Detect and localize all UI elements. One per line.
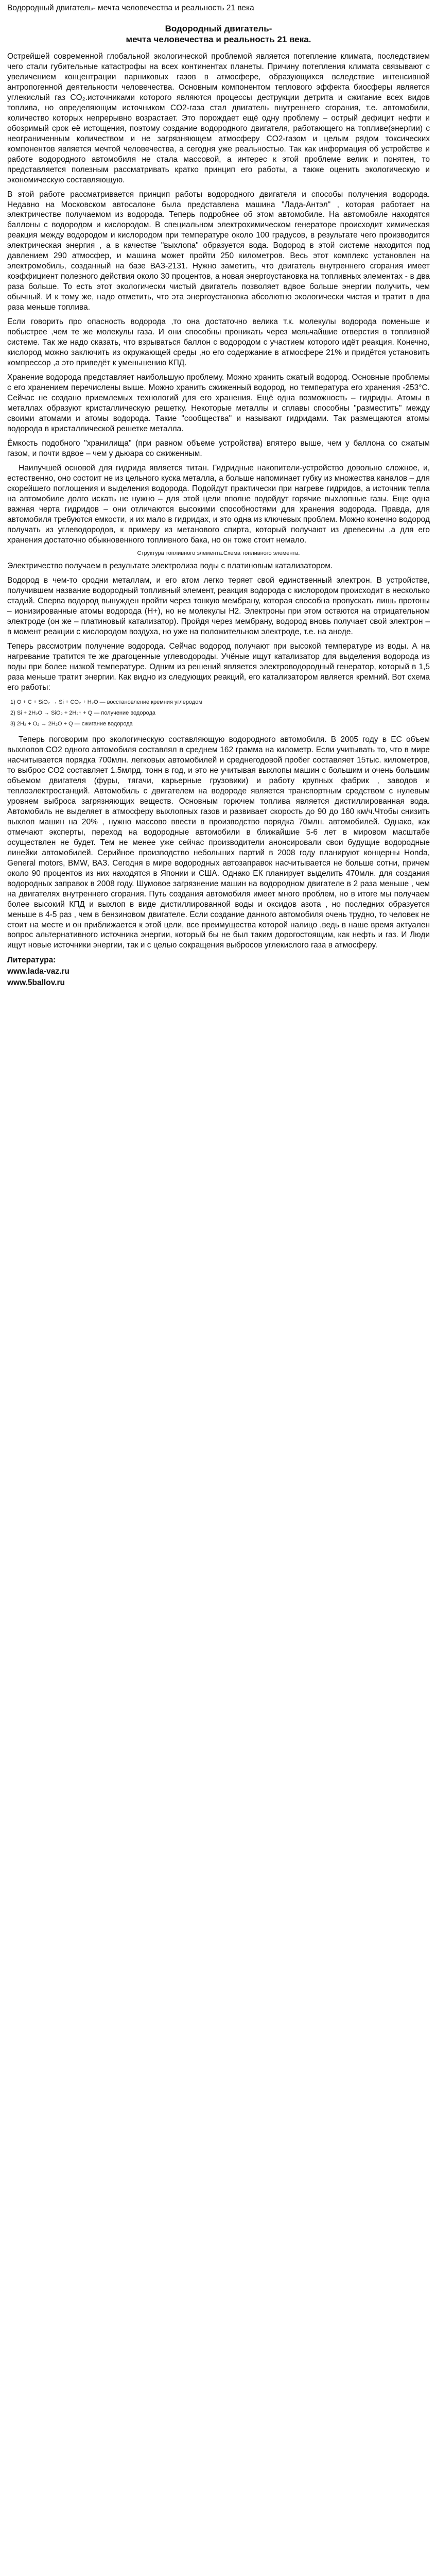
title-line-2: мечта человечества и реальность 21 века. [126,35,311,45]
paragraph-capacity: Ёмкость подобного "хранилища" (при равном объеме устройства) впятеро выше, чем у баллона со сжатым газом, и почти вдвое – чем у дьюара со сжиженным. [7,439,430,459]
references [7,955,430,988]
paragraph-principle: В этой работе рассматривается принцип работы водородного двигателя и способы получения водорода. Недавно на Московском автосалоне была представлена машина "Лада-Антэл" , которая работает на электричестве получаемом из водорода. Теперь подробнее об этом автомобиле. На автомобиле находятся баллоны с водородом и кислородом. В специальном электрохимическом генераторе происходит химическая реакция между водородом и кислородом при температуре около 100 градусов, в результате чего производится электрическая энергия , а в качестве "выхлопа" образуется вода. Водород в этой системе находится под давлением 290 атмосфер, и машина может пройти 250 километров. Весь этот комплекс установлен на электромобиль, созданный на базе ВАЗ-2131. Нужно заметить, что двигатель внутреннего сгорания имеет коэффициент полезного действия около 30 процентов, а новая энергоустановка на топливных элементах - в два раза больше. То есть этот экологически чистый двигатель позволяет вдвое больше энергии получить, чем обычный. И к тому же, надо отметить, что эта энергоустановка абсолютно экологически чистая и тратит в два раза меньше топлива. [7,190,430,312]
reaction-line: 1) O + C + SiO₂ → Si + CO₂ + H₂O — восстановление кремния углеродом [10,699,202,706]
reaction-line: 3) 2H₂ + O₂ → 2H₂O + Q — сжигание водорода [10,720,133,727]
paragraph-ecology: Теперь поговорим про экологическую составляющую водородного автомобиля. В 2005 году в ЕС объем выхлопов CO2 одного автомобиля составлял в среднем 162 грамма на километр. Если учитывать то, что в мире насчитывается порядка 700млн. легковых автомобилей и среднегодовой пробег составляет 15тыс. километров, то выброс CO2 составляет 1.5млрд. тонн в год, и это не учитывая выхлопы машин с большим и очень большим объемом двигателя (фуры, тягачи, карьерные грузовики) и работу крупных фабрик , заводов и теплоэлектростанций. Автомобиль с двигателем на водороде является транспортным средством с нулевым уровнем выброса загрязняющих веществ. Основным горючем топлива является дистиллированная вода. Автомобиль не выделяет в атмосферу выхлопных газов и развивает скорость до 90 до 160 км/ч.Чтобы снизить выхлоп машин на 20% , нужно массово ввести в производство порядка 70млн. автомобилей. Однако, как отмечают эксперты, переход на водородные автомобили в ближайшие 5-6 лет в мировом масштабе осуществлен не будет. Тем не менее уже сейчас производители анонсировали свои будущие водородные линейки автомобилей. Серийное производство небольших партий в 2008 году планируют концерны Honda, General motors, BMW, ВАЗ. Сегодня в мире водородных автозаправок насчитывается не больше сотни, причем около 90 процентов из них находятся в Японии и США. Однако ЕК планирует выделить 470млн. для создания водородных заправок в 2008 году. Шумовое загрязнение машин на водородном двигателе в 2 раза меньше , чем на двигателях внутреннего сгорания. Путь создания автомобиля имеет много проблем, но в итоге мы получаем более высокий КПД и выхлоп в виде дистиллированной воды и оксидов азота , но последних образуется меньше в 4-5 раз , чем в бензиновом двигателе. Если создание данного автомобиля очень трудно, то человек не стоит на месте и он приближается к этой цели, все преимущества которой налицо ,ведь в наше время актуален вопрос альтернативного источника энергии, который бы не был таким дорогостоящим, как нефть и газ. И Люди ищут новые источники энергии, так и с целью сокращения выбросов углекислого газа в атмосферу. [7,735,430,950]
document-title [7,23,430,45]
reference-link[interactable]: www.5ballov.ru [7,978,65,987]
figure-caption: Структура топливного элемента.Схема топливного элемента. [137,550,300,556]
paragraph-electrolysis: Электричество получаем в результате электролиза воды с платиновым катализатором. [7,562,333,571]
paragraph-hydrides: Наилучшей основой для гидрида является титан. Гидридные накопители-устройство довольно сложное, и, естественно, оно состоит не из цельного куска металла, а больше напоминает губку из множества каналов – для скорейшего поглощения и выделения водорода. Подойдут практически при нагреве гидридов, а источник тепла на автомобиле долго искать не нужно – для этой цели вполне подойдут горячие выхлопные газы. Еще одна важная черта гидридов – они отличаются высокими способностями для хранения водорода. Правда, для автомобиля требуются емкости, и их мало в гидридах, и это одна из ключевых проблем. Можно конечно водород получать из углеводородов, к примеру из метанового спирта, который получают из древесины ,а для его хранения достаточно обыкновенного топливного бака, но он тоже стоит немало. [7,464,430,545]
paragraph-intro: Острейшей современной глобальной экологической проблемой является потепление климата, последствием чего стали губительные катастрофы на всех континентах планеты. Причину потепления климата связывают с увеличением концентрации парниковых газов в атмосфере, образующихся вследствие интенсивной антропогенной деятельности человечества. Основным компонентом теплового эффекта биосферы является углекислый газ CO₂.источниками которого являются процессы деструкции детрита и сжигание всех видов топлива, но определяющим источником CO2-газа стал двигатель внутреннего сгорания, т.е. автомобили, количество которых непрерывно возрастает. Это порождает ещё одну проблему – острый дефицит нефти и обозримый срок её истощения, поэтому создание водородного двигателя, работающего на топливе(энергии) с неограниченным количеством и не загрязняющем атмосферу CO2-газом и целым рядом токсических компонентов является мечтой человечества, а сегодня уже реальностью. Так как информация об устройстве и работе водородного автомобиля не стала массовой, а интерес к этой проблеме велик и понятен, то представляется полезным рассматривать кратко принцип его работы, а также оценить экологическую и экономическую составляющую. [7,52,430,184]
document-header: Водородный двигатель- мечта человечества и реальность 21 века [7,4,254,12]
paragraph-danger: Если говорить про опасность водорода ,то она достаточно велика т.к. молекулы водорода поменьше и побыстрее ,чем те же молекулы газа. И они способны проникать через мельчайшие отверстия в топливной системе. Так же надо сказать, что взрываться баллон с водородом с участием которого идёт реакция. Конечно, кислород можно заключить из окружающей среды ,но его содержание в атмосфере 21% и придётся установить компрессор ,а это приведёт к уменьшению КПД. [7,317,430,368]
paragraph-fuel-cell: Водород в чем-то сродни металлам, и его атом легко теряет свой единственный электрон. В устройстве, получившем название водородный топливный элемент, реакция водорода с кислородом происходит в несколько стадий. Сперва водород вынужден пройти через тонкую мембрану, которая способна пропускать лишь протоны – ионизированные атомы водорода (Н+), но не молекулы Н2. Электроны при этом остаются на отрицательном электроде (он же – платиновый катализатор). Пройдя через мембрану, водород вновь получает свой электрон – в момент реакции с кислородом воздуха, но уже на положительном электроде, т.е. на аноде. [7,576,430,637]
document-body [7,52,430,989]
title-line-1: Водородный двигатель- [165,24,272,34]
references-title: Литература: [7,956,56,965]
reference-link[interactable]: www.lada-vaz.ru [7,967,69,976]
paragraph-production: Теперь рассмотрим получение водорода. Сейчас водород получают при высокой температуре из воды. А на нагревание тратится те же драгоценные углеводороды. Учёные ищут катализатор для выделения водорода из воды при более низкой температуре. Одним из решений является электроводородный генератор, который в 1,5 раза меньше тратит энергии. Как видно из следующих реакций, его катализатором является кремний. Вот схема его работы: [7,642,430,692]
paragraph-storage: Хранение водорода представляет наибольшую проблему. Можно хранить сжатый водород. Основные проблемы с его хранением перечислены выше. Можно хранить сжиженный водород, но температура его хранения -253°С. Сейчас не создано приемлемых технологий для его хранения. Ещё одна возможность – гидриды. Атомы в металлах образуют кристаллическую решетку. Некоторые металлы и сплавы способны "разместить" между своими атомами и атомы водорода. Такие "сообщества" и называют гидридами. Так размещаются атомы водорода в кристаллической решетке металла. [7,373,430,434]
reaction-scheme [10,697,430,730]
reaction-line: 2) Si + 2H₂O → SiO₂ + 2H₂↑ + Q — получение водорода [10,710,155,716]
